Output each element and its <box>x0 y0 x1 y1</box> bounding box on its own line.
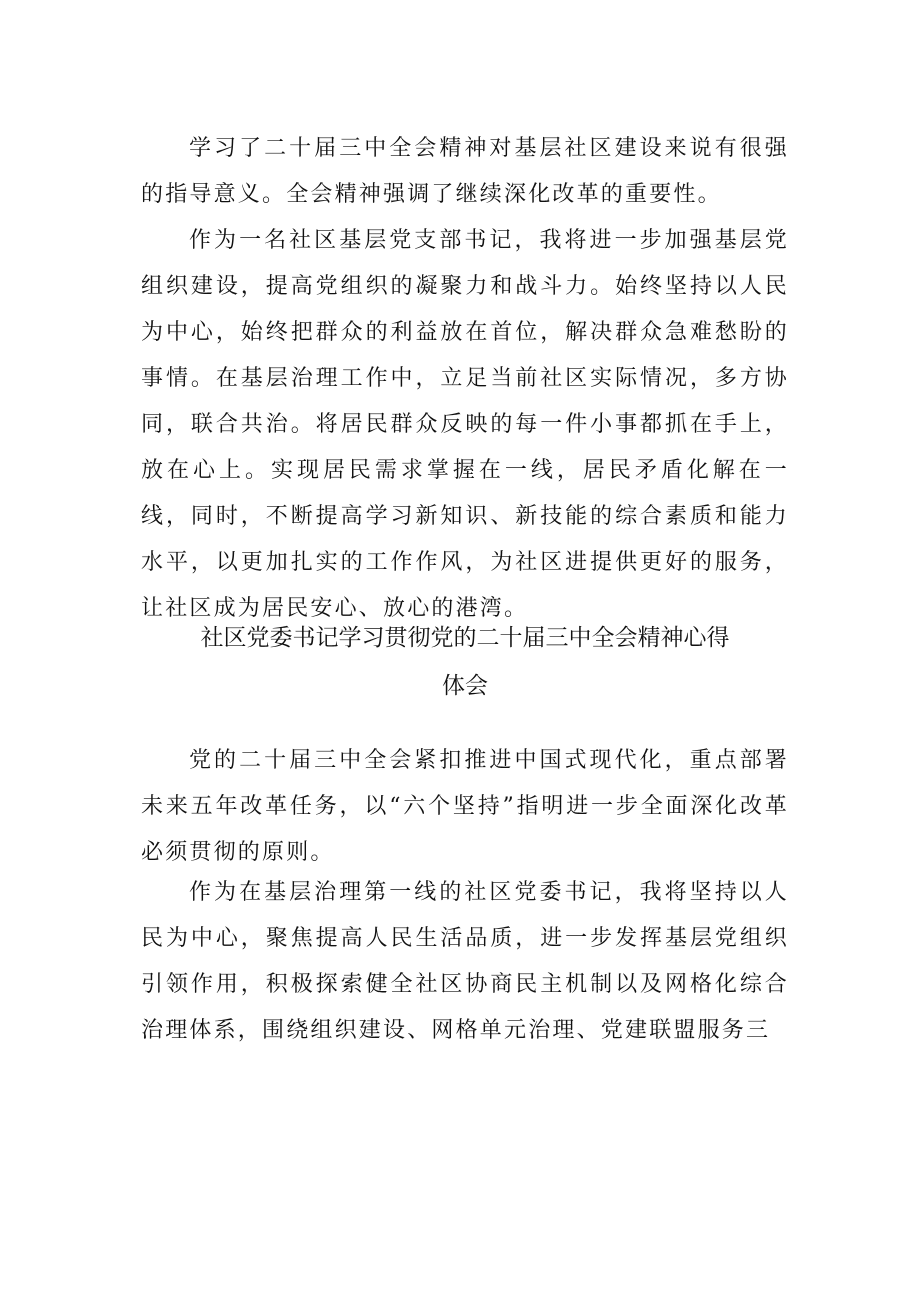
paragraph-intro: 学习了二十届三中全会精神对基层社区建设来说有很强的指导意义。全会精神强调了继续深化改革的重要性。 <box>141 136 789 207</box>
section-heading-line-1: 社区党委书记学习贯彻党的二十届三中全会精神心得 <box>200 625 730 651</box>
section-heading-line-2: 体会 <box>442 673 488 699</box>
paragraph-plenum-summary: 党的二十届三中全会紧扣推进中国式现代化，重点部署未来五年改革任务，以“六个坚持”指明进一步全面深化改革必须贯彻的原则。 <box>141 748 789 865</box>
paragraph-party-secretary-plan: 作为一名社区基层党支部书记，我将进一步加强基层党组织建设，提高党组织的凝聚力和战斗力。始终坚持以人民为中心，始终把群众的利益放在首位，解决群众急难愁盼的事情。在基层治理工作中，立足当前社区实际情况，多方协同，联合共治。将居民群众反映的每一件小事都抓在手上，放在心上。实现居民需求掌握在一线，居民矛盾化解在一线，同时，不断提高学习新知识、新技能的综合素质和能力水平，以更加扎实的工作作风，为社区进提供更好的服务，让社区成为居民安心、放心的港湾。 <box>141 228 789 621</box>
paragraph-community-governance: 作为在基层治理第一线的社区党委书记，我将坚持以人民为中心，聚焦提高人民生活品质，进一步发挥基层党组织引领作用，积极探索健全社区协商民主机制以及网格化综合治理体系，围绕组织建设、网格单元治理、党建联盟服务三 <box>141 880 789 1043</box>
section-heading <box>141 614 789 710</box>
